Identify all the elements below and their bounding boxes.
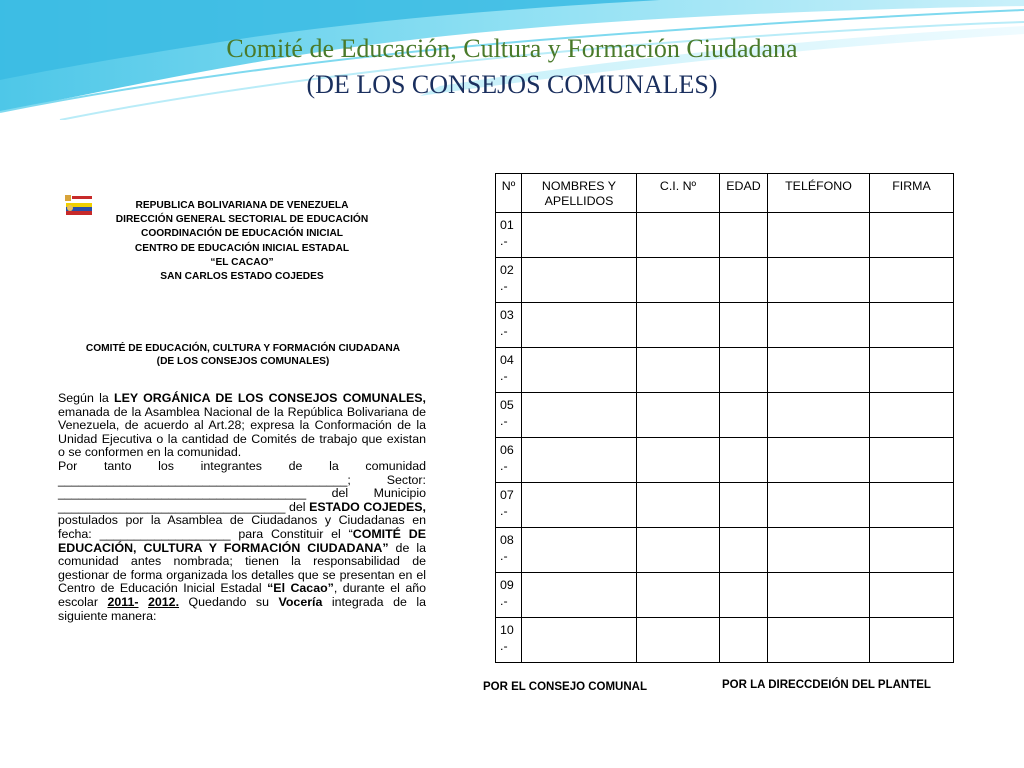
cell-signature[interactable] — [870, 258, 954, 303]
row-number: 10 .- — [496, 618, 522, 663]
committee-line: COMITÉ DE EDUCACIÓN, CULTURA Y FORMACIÓN CIUDADANA — [85, 343, 401, 354]
cell-age[interactable] — [720, 213, 768, 258]
header-line: SAN CARLOS ESTADO COJEDES — [160, 271, 324, 283]
cell-names[interactable] — [522, 213, 637, 258]
column-header-names: NOMBRES Y APELLIDOS — [522, 174, 637, 213]
school-name: “El Cacao” — [267, 581, 334, 596]
cell-signature[interactable] — [870, 438, 954, 483]
slide-subtitle: (DE LOS CONSEJOS COMUNALES) — [306, 70, 718, 99]
institution-logo-icon — [64, 193, 94, 217]
body-text: , durante el año escolar — [58, 581, 426, 609]
body-text — [138, 595, 148, 609]
cell-age[interactable] — [720, 528, 768, 573]
column-header-signature: FIRMA — [870, 174, 954, 213]
body-text: de la comunidad antes nombrada; tienen la responsabilidad de gestionar de forma organizada los detalles que se presentan en el Centro de Educación Inicial Estadal — [58, 540, 427, 596]
cell-names[interactable] — [522, 303, 637, 348]
table-header-row — [496, 174, 954, 213]
cell-names[interactable] — [522, 618, 637, 663]
committee-line: (DE LOS CONSEJOS COMUNALES) — [156, 355, 330, 367]
paragraph-members — [58, 460, 426, 623]
cell-phone[interactable] — [768, 438, 870, 483]
table-row — [496, 438, 954, 483]
cell-phone[interactable] — [768, 483, 870, 528]
cell-id[interactable] — [637, 213, 720, 258]
row-number: 05 .- — [496, 393, 522, 438]
cell-names[interactable] — [522, 438, 637, 483]
body-text: emanada de la Asamblea Nacional de la República Bolivariana de Venezuela, de acuerdo al Art.28; expresa la Conformación de la Unidad Ejecutiva o la cantidad de Comités de trabajo que existan o se conformen en la comunidad. — [58, 404, 426, 460]
column-header-phone: TELÉFONO — [768, 174, 870, 213]
cell-signature[interactable] — [870, 393, 954, 438]
members-table — [495, 173, 954, 663]
cell-id[interactable] — [637, 528, 720, 573]
cell-names[interactable] — [522, 393, 637, 438]
row-number: 06 .- — [496, 438, 522, 483]
cell-id[interactable] — [637, 348, 720, 393]
table-row — [496, 213, 954, 258]
state-name: ESTADO COJEDES, — [309, 499, 426, 514]
row-number: 01 .- — [496, 213, 522, 258]
body-text: Quedando su — [179, 594, 279, 609]
cell-names[interactable] — [522, 528, 637, 573]
row-number: 02 .- — [496, 258, 522, 303]
cell-age[interactable] — [720, 438, 768, 483]
cell-names[interactable] — [522, 348, 637, 393]
cell-age[interactable] — [720, 573, 768, 618]
cell-phone[interactable] — [768, 213, 870, 258]
cell-age[interactable] — [720, 618, 768, 663]
law-name: LEY ORGÁNICA DE LOS CONSEJOS COMUNALES, — [114, 391, 427, 405]
table-row — [496, 393, 954, 438]
school-year-end: 2012. — [148, 594, 180, 609]
header-line: REPUBLICA BOLIVARIANA DE VENEZUELA — [135, 200, 349, 211]
document-body — [58, 392, 426, 623]
body-text: Por tanto los integrantes de la comunidad __________________________________________; Sector: ____________________________________ del Municipio _________________________________ del — [58, 458, 426, 514]
table-row — [496, 618, 954, 663]
cell-id[interactable] — [637, 393, 720, 438]
institution-header — [100, 199, 384, 284]
column-header-id: C.I. Nº — [637, 174, 720, 213]
cell-phone[interactable] — [768, 618, 870, 663]
cell-phone[interactable] — [768, 348, 870, 393]
school-year-start: 2011- — [107, 594, 139, 609]
cell-phone[interactable] — [768, 573, 870, 618]
cell-phone[interactable] — [768, 528, 870, 573]
cell-id[interactable] — [637, 618, 720, 663]
cell-age[interactable] — [720, 483, 768, 528]
cell-names[interactable] — [522, 258, 637, 303]
cell-age[interactable] — [720, 303, 768, 348]
signature-label-council: POR EL CONSEJO COMUNAL — [483, 681, 647, 693]
table-row — [496, 573, 954, 618]
header-line: “EL CACAO” — [210, 256, 274, 268]
table-row — [496, 348, 954, 393]
paragraph-intro — [58, 392, 426, 460]
cell-age[interactable] — [720, 393, 768, 438]
cell-signature[interactable] — [870, 303, 954, 348]
cell-age[interactable] — [720, 348, 768, 393]
table-row — [496, 258, 954, 303]
cell-id[interactable] — [637, 258, 720, 303]
committee-heading — [58, 343, 428, 368]
cell-id[interactable] — [637, 483, 720, 528]
cell-id[interactable] — [637, 438, 720, 483]
row-number: 09 .- — [496, 573, 522, 618]
cell-phone[interactable] — [768, 393, 870, 438]
table-row — [496, 528, 954, 573]
slide-title: Comité de Educación, Cultura y Formación Ciudadana — [226, 34, 798, 63]
row-number: 04 .- — [496, 348, 522, 393]
body-text: integrada de la siguiente manera: — [58, 594, 427, 623]
cell-names[interactable] — [522, 483, 637, 528]
header-line: CENTRO DE EDUCACIÓN INICIAL ESTADAL — [134, 242, 350, 254]
header-line: DIRECCIÓN GENERAL SECTORIAL DE EDUCACIÓN — [115, 214, 369, 226]
cell-signature[interactable] — [870, 483, 954, 528]
header-line: COORDINACIÓN DE EDUCACIÓN INICIAL — [140, 228, 344, 240]
body-text: postulados por la Asamblea de Ciudadanos y Ciudadanas en fecha: ___________________ para Constituir el “ — [58, 513, 426, 541]
row-number: 07 .- — [496, 483, 522, 528]
body-text: Según la — [58, 391, 114, 405]
cell-signature[interactable] — [870, 348, 954, 393]
cell-age[interactable] — [720, 258, 768, 303]
row-number: 08 .- — [496, 528, 522, 573]
row-number: 03 .- — [496, 303, 522, 348]
column-header-age: EDAD — [720, 174, 768, 213]
cell-id[interactable] — [637, 573, 720, 618]
cell-signature[interactable] — [870, 573, 954, 618]
cell-signature[interactable] — [870, 528, 954, 573]
cell-names[interactable] — [522, 573, 637, 618]
signature-label-school: POR LA DIRECCDEIÓN DEL PLANTEL — [722, 679, 931, 691]
cell-phone[interactable] — [768, 258, 870, 303]
cell-phone[interactable] — [768, 303, 870, 348]
table-row — [496, 303, 954, 348]
cell-signature[interactable] — [870, 618, 954, 663]
column-header-number: Nº — [496, 174, 522, 213]
voceria-word: Vocería — [278, 594, 323, 609]
cell-id[interactable] — [637, 303, 720, 348]
committee-name: COMITÉ DE EDUCACIÓN, CULTURA Y FORMACIÓN CIUDADANA” — [58, 526, 426, 555]
cell-signature[interactable] — [870, 213, 954, 258]
table-row — [496, 483, 954, 528]
